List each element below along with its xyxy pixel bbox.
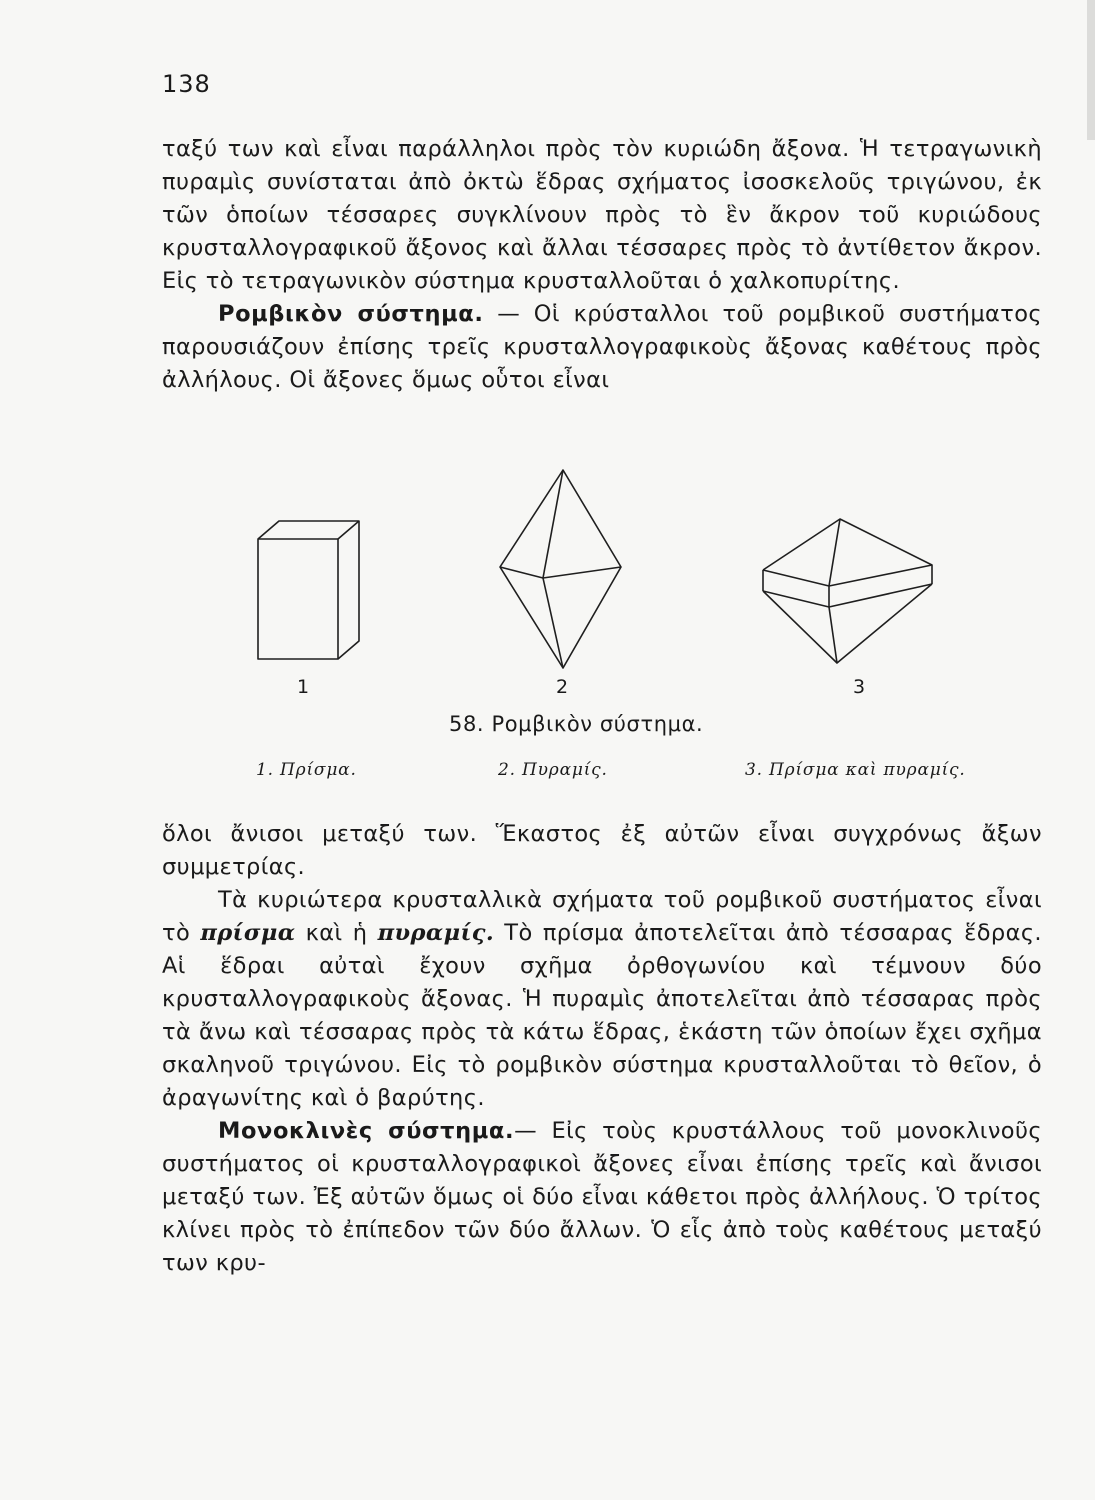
paragraph-forms — [162, 884, 1042, 1115]
heading-rhombic: Ρομβικὸν σύστημα. — [218, 301, 484, 327]
page-number: 138 — [162, 70, 211, 98]
forms-text-3: Τὸ πρίσμα ἀποτελεῖται ἀπὸ τέσσαρας ἕδρας. Αἱ ἕδραι αὐταὶ ἔχουν σχῆμα ὀρθογωνίου καὶ τέμνουν δύο κρυσταλλογραφικοὺς ἄξονας. Ἡ πυραμὶς ἀποτελεῖται ἀπὸ τέσσαρας πρὸς τὰ ἄνω καὶ τέσσαρας πρὸς τὰ κάτω ἕδρας, ἑκάστη τῶν ὁποίων ἔχει σχῆμα σκαληνοῦ τριγώνου. Εἰς τὸ ρομβικὸν σύστημα κρυσταλλοῦται τὸ θεῖον, ὁ ἀραγωνίτης καὶ ὁ βαρύτης. — [162, 920, 1042, 1111]
term-prism: πρίσμα — [200, 920, 296, 946]
scan-edge — [1087, 0, 1095, 140]
figure-caption: 58. Ρομβικὸν σύστημα. — [449, 712, 704, 736]
text-block-bottom — [162, 818, 1042, 1280]
forms-text-1: Τὰ κυριώτερα κρυσταλλικὰ σχήματα τοῦ ρομβικοῦ συστήματος εἶναι τὸ — [162, 887, 1042, 946]
heading-monoclinic: Μονοκλινὲς σύστημα. — [218, 1118, 515, 1144]
prism-pyramid-drawing — [763, 519, 932, 663]
rhombic-text: — Οἱ κρύσταλλοι τοῦ ρομβικοῦ συστήματος παρουσιάζουν ἐπίσης τρεῖς κρυσταλλογραφικοὺς ἄξονας καθέτους πρὸς ἀλλήλους. Οἱ ἄξονες ὅμως οὗτοι εἶναι — [162, 301, 1042, 393]
figure-label-2: 2 — [556, 676, 569, 698]
figure-subcaption-1: 1. Πρίσμα. — [256, 760, 357, 780]
term-pyramid: πυραμίς. — [377, 920, 495, 946]
paragraph-rhombic — [162, 298, 1042, 397]
prism-drawing — [258, 521, 359, 659]
figure-label-1: 1 — [297, 676, 310, 698]
pyramid-drawing — [500, 470, 621, 668]
forms-text-2: καὶ ἡ — [295, 920, 378, 946]
paragraph-monoclinic — [162, 1115, 1042, 1280]
paragraph-tetragonal: ταξύ των καὶ εἶναι παράλληλοι πρὸς τὸν κυριώδη ἄξονα. Ἡ τετραγωνικὴ πυραμὶς συνίσταται ἀπὸ ὀκτὼ ἕδρας σχήματος ἰσοσκελοῦς τριγώνου, ἐκ τῶν ὁποίων τέσσαρες συγκλίνουν πρὸς τὸ ἓν ἄκρον τοῦ κυριώδους κρυσταλλογραφικοῦ ἄξονος καὶ ἄλλαι τέσσαρες πρὸς τὸ ἀντίθετον ἄκρον. Εἰς τὸ τετραγωνικὸν σύστημα κρυσταλλοῦται ὁ χαλκοπυρίτης. — [162, 136, 1042, 294]
figure-subcaption-2: 2. Πυραμίς. — [498, 760, 608, 780]
figure-subcaption-3: 3. Πρίσμα καὶ πυραμίς. — [745, 760, 966, 780]
paragraph-continuation: ὅλοι ἄνισοι μεταξύ των. Ἕκαστος ἐξ αὐτῶν εἶναι συγχρόνως ἄξων συμμετρίας. — [162, 821, 1042, 880]
monoclinic-text: — Εἰς τοὺς κρυστάλλους τοῦ μονοκλινοῦς συστήματος οἱ κρυσταλλογραφικοὶ ἄξονες εἶναι ἐπίσης τρεῖς καὶ ἄνισοι μεταξύ των. Ἐξ αὐτῶν ὅμως οἱ δύο εἶναι κάθετοι πρὸς ἀλλήλους. Ὁ τρίτος κλίνει πρὸς τὸ ἐπίπεδον τῶν δύο ἄλλων. Ὁ εἷς ἀπὸ τοὺς καθέτους μεταξύ των κρυ- — [162, 1118, 1042, 1276]
figure-label-3: 3 — [853, 676, 866, 698]
text-block-top — [162, 133, 1042, 397]
